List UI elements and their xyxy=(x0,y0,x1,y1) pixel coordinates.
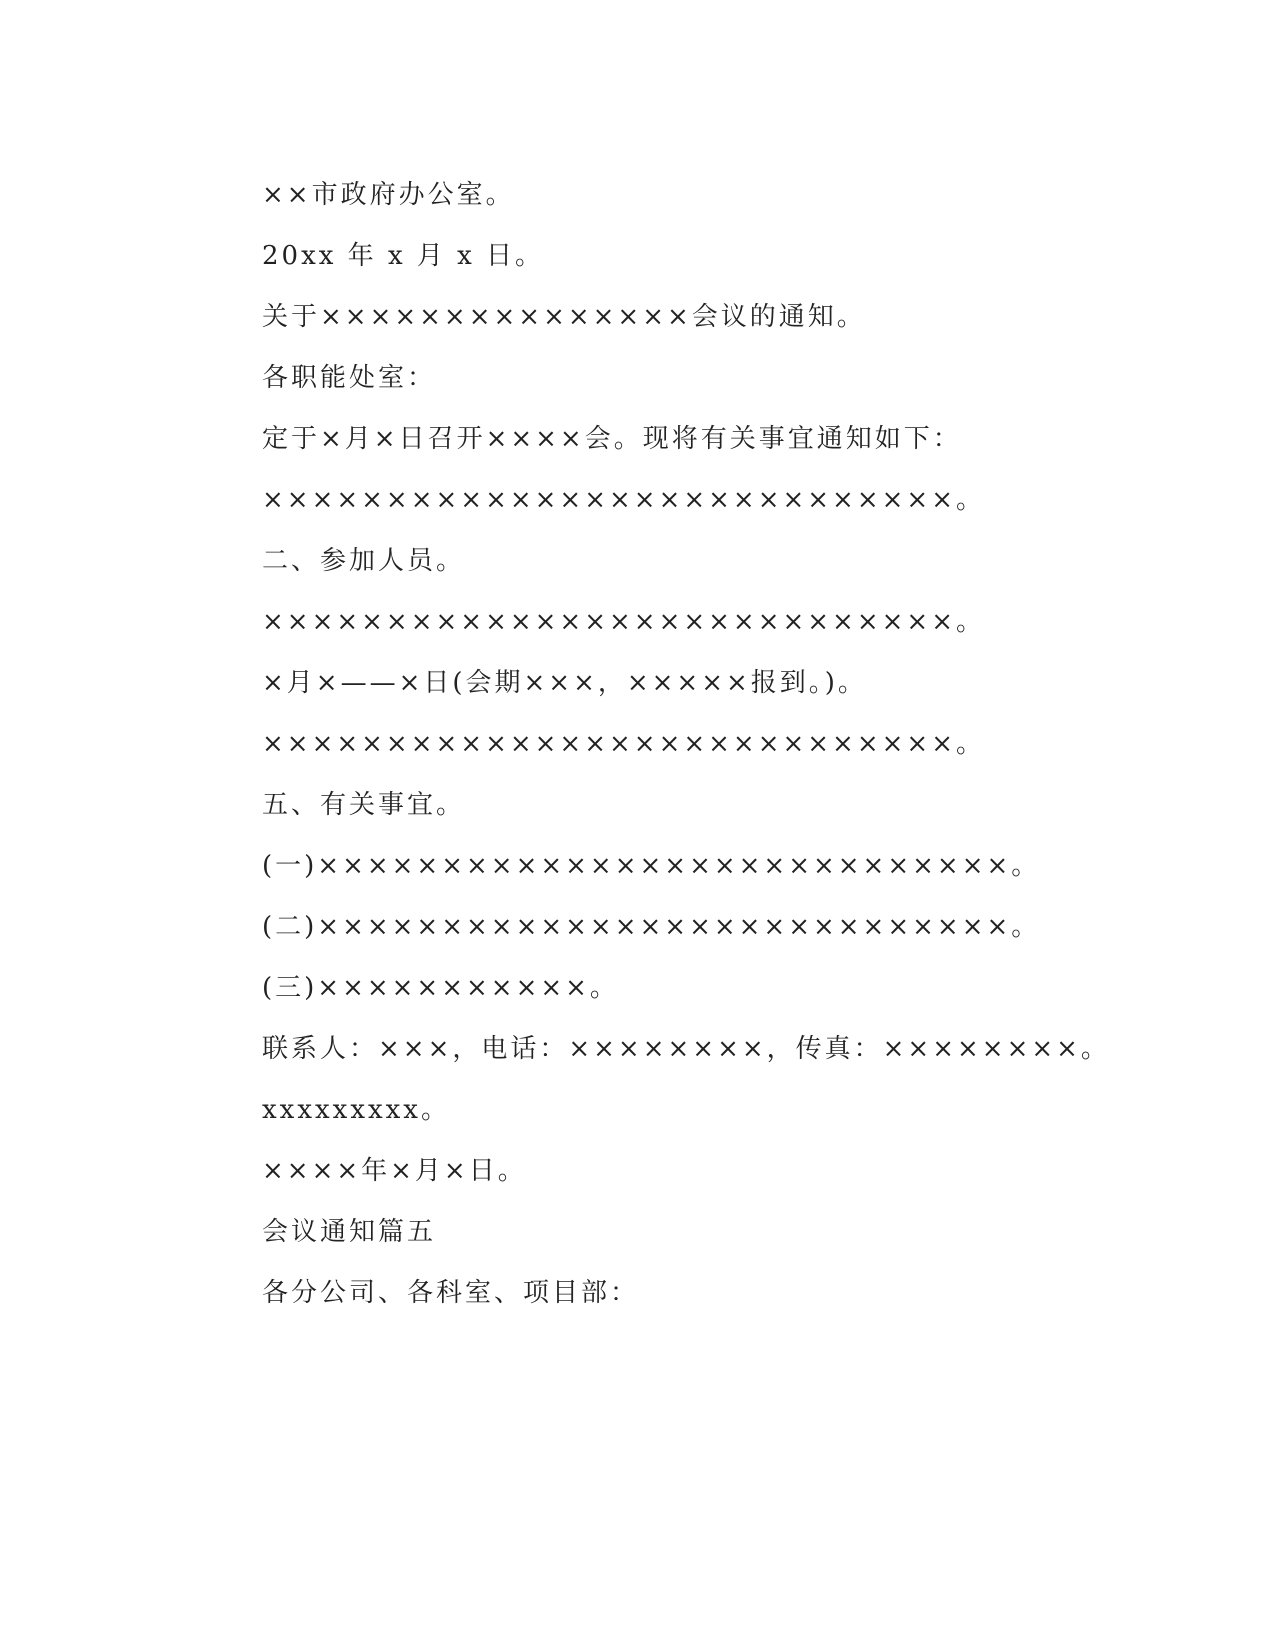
date-line: 20xx 年 x 月 x 日。 xyxy=(262,241,545,271)
meeting-date-line: ×月×——×日(会期×××，×××××报到。)。 xyxy=(262,668,867,698)
contact-line: 联系人：×××，电话：××××××××，传真：××××××××。 xyxy=(262,1034,1110,1064)
notice-title: 关于×××××××××××××××会议的通知。 xyxy=(262,302,866,332)
placeholder-paragraph: ××××××××××××××××××××××××××××。 xyxy=(262,485,985,515)
section-heading: 五、有关事宜。 xyxy=(262,790,466,820)
placeholder-paragraph: ××××××××××××××××××××××××××××。 xyxy=(262,729,985,759)
section-heading: 二、参加人员。 xyxy=(262,546,466,576)
list-item: (三)×××××××××××。 xyxy=(262,973,619,1003)
closing-date-line: ××××年×月×日。 xyxy=(262,1156,527,1186)
sender-line: ××市政府办公室。 xyxy=(262,180,515,210)
intro-paragraph: 定于×月×日召开××××会。现将有关事宜通知如下： xyxy=(262,424,962,454)
list-item: (一)××××××××××××××××××××××××××××。 xyxy=(262,851,1041,881)
placeholder-paragraph: ××××××××××××××××××××××××××××。 xyxy=(262,607,985,637)
list-item: (二)××××××××××××××××××××××××××××。 xyxy=(262,912,1041,942)
document-body xyxy=(262,165,1110,1324)
signature-line: xxxxxxxxx。 xyxy=(262,1095,450,1125)
recipient-line: 各分公司、各科室、项目部： xyxy=(262,1278,640,1308)
section-title: 会议通知篇五 xyxy=(262,1217,437,1247)
recipient-line: 各职能处室： xyxy=(262,363,437,393)
